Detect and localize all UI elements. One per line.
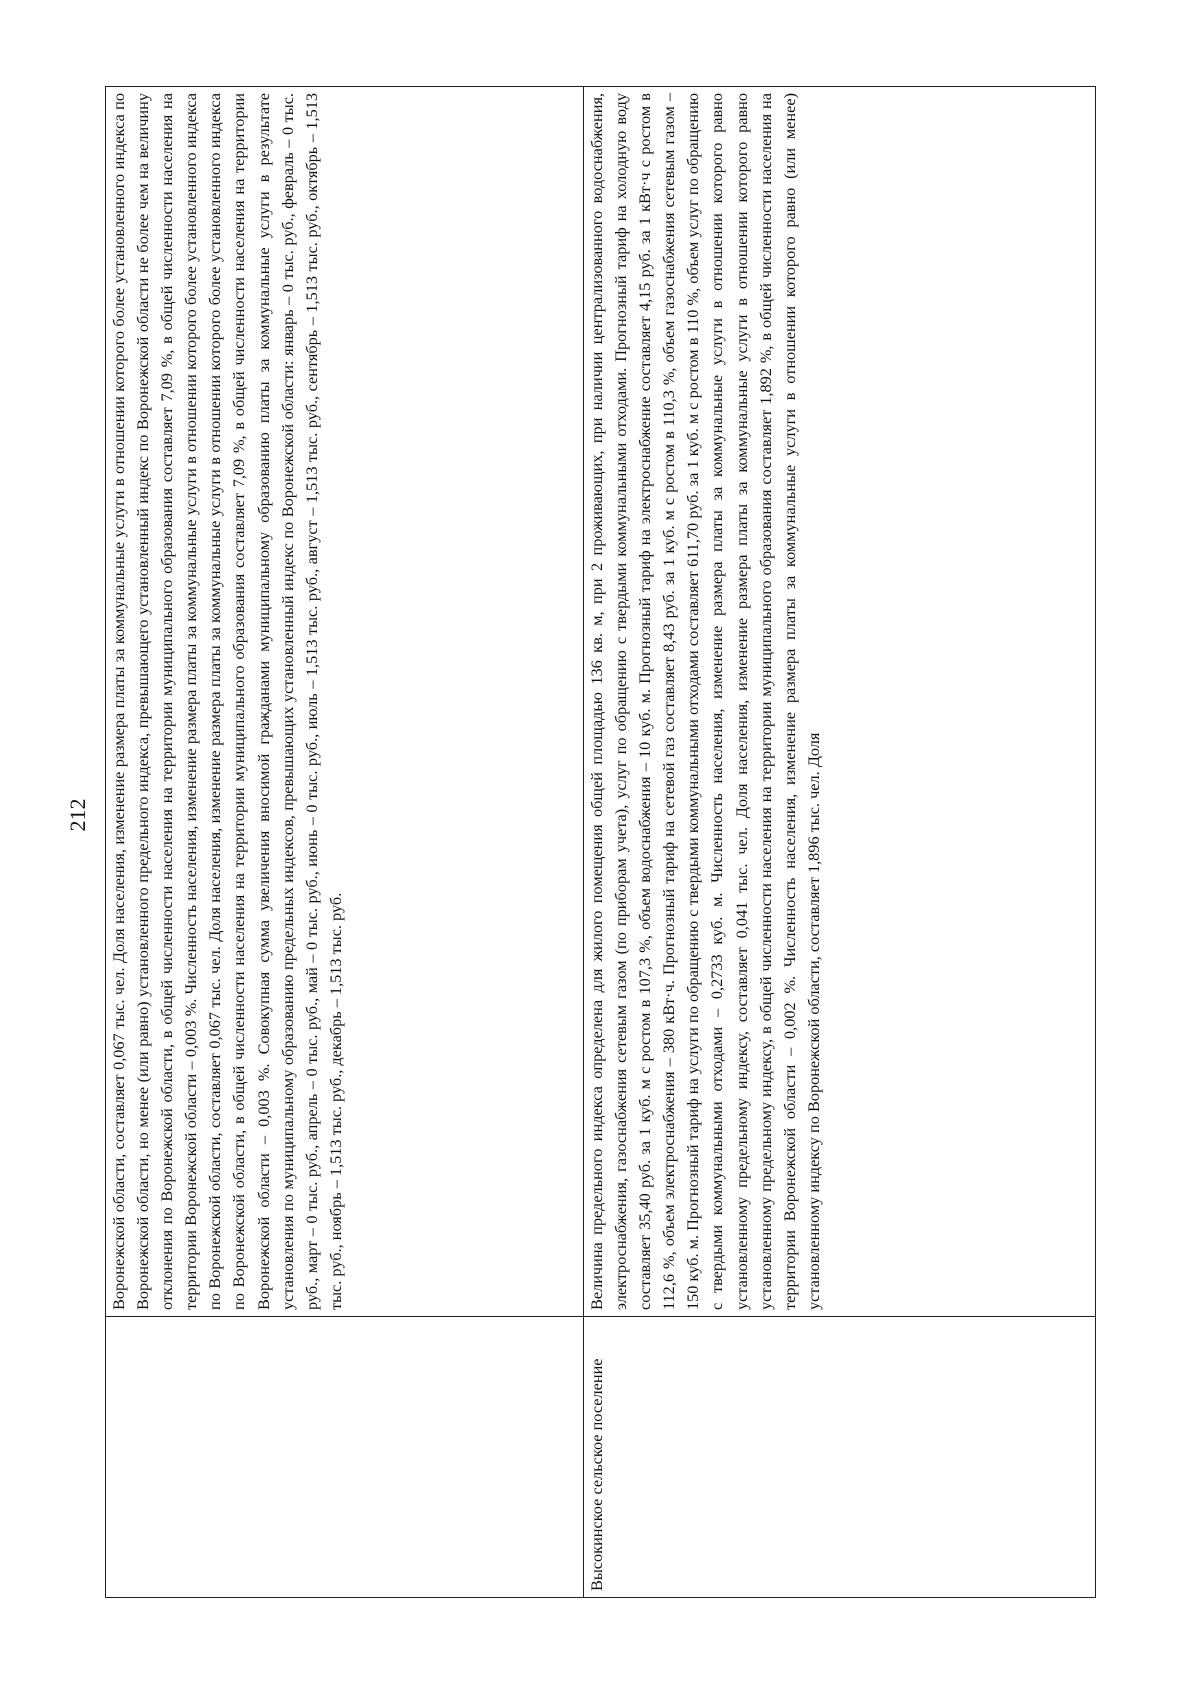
- municipality-name-cell: [106, 1317, 584, 1598]
- description-cell: Воронежской области, составляет 0,067 тыс. чел. Доля населения, изменение размера платы за коммунальные услуги в отношении которого более установленного индекса по Воронежской области, но менее (или равно) установленного предельного индекса, превышающего установленный индекс по Воронежской области не более чем на величину отклонения по Воронежской области, в общей численности населения на территории муниципального образования составляет 7,09 %, в общей численности населения на территории Воронежской области – 0,003 %. Численность населения, изменение размера платы за коммунальные услуги в отношении которого более установленного индекса по Воронежской области, составляет 0,067 тыс. чел. Доля населения, изменение размера платы за коммунальные услуги в отношении которого более установленного индекса по Воронежской области, в общей численности населения на территории муниципального образования составляет 7,09 %, в общей численности населения на территории Воронежской области – 0,003 %. Совокупная сумма увеличения вносимой гражданами муниципальному образованию платы за коммунальные услуги в результате установления по муниципальному образованию предельных индексов, превышающих установленный индекс по Воронежской области: январь – 0 тыс. руб., февраль – 0 тыс. руб., март – 0 тыс. руб., апрель – 0 тыс. руб., май – 0 тыс. руб., июнь – 0 тыс. руб., июль – 1,513 тыс. руб., август – 1,513 тыс. руб., сентябрь – 1,513 тыс. руб., октябрь – 1,513 тыс. руб., ноябрь – 1,513 тыс. руб., декабрь – 1,513 тыс. руб.: [106, 87, 584, 1317]
- table-row: [106, 87, 584, 1598]
- description-cell: Величина предельного индекса определена для жилого помещения общей площадью 136 кв. м, при 2 проживающих, при наличии централизованного водоснабжения, электроснабжения, газоснабжения сетевым газом (по приборам учета), услуг по обращению с твердыми коммунальными отходами. Прогнозный тариф на холодную воду составляет 35,40 руб. за 1 куб. м с ростом в 107,3 %, объем водоснабжения – 10 куб. м. Прогнозный тариф на электроснабжение составляет 4,15 руб. за 1 кВт·ч с ростом в 112,6 %, объем электроснабжения – 380 кВт·ч. Прогнозный тариф на сетевой газ составляет 8,43 руб. за 1 куб. м с ростом в 110,3 %, объем газоснабжения сетевым газом – 150 куб. м. Прогнозный тариф на услуги по обращению с твердыми коммунальными отходами составляет 611,70 руб. за 1 куб. м с ростом в 110 %, объем услуг по обращению с твердыми коммунальными отходами – 0,2733 куб. м. Численность населения, изменение размера платы за коммунальные услуги в отношении которого равно установленному предельному индексу, составляет 0,041 тыс. чел. Доля населения, изменение размера платы за коммунальные услуги в отношении которого равно установленному предельному индексу, в общей численности населения на территории муниципального образования составляет 1,892 %, в общей численности населения на территории Воронежской области – 0,002 %. Численность населения, изменение размера платы за коммунальные услуги в отношении которого равно (или менее) установленному индексу по Воронежской области, составляет 1,896 тыс. чел. Доля: [584, 87, 1096, 1317]
- rotated-table-container: [105, 86, 1095, 1598]
- document-table: [105, 86, 1096, 1598]
- municipality-name-cell: Высокинское сельское поселение: [584, 1317, 1096, 1598]
- table-row: [584, 87, 1096, 1598]
- page-number: 212: [65, 798, 90, 832]
